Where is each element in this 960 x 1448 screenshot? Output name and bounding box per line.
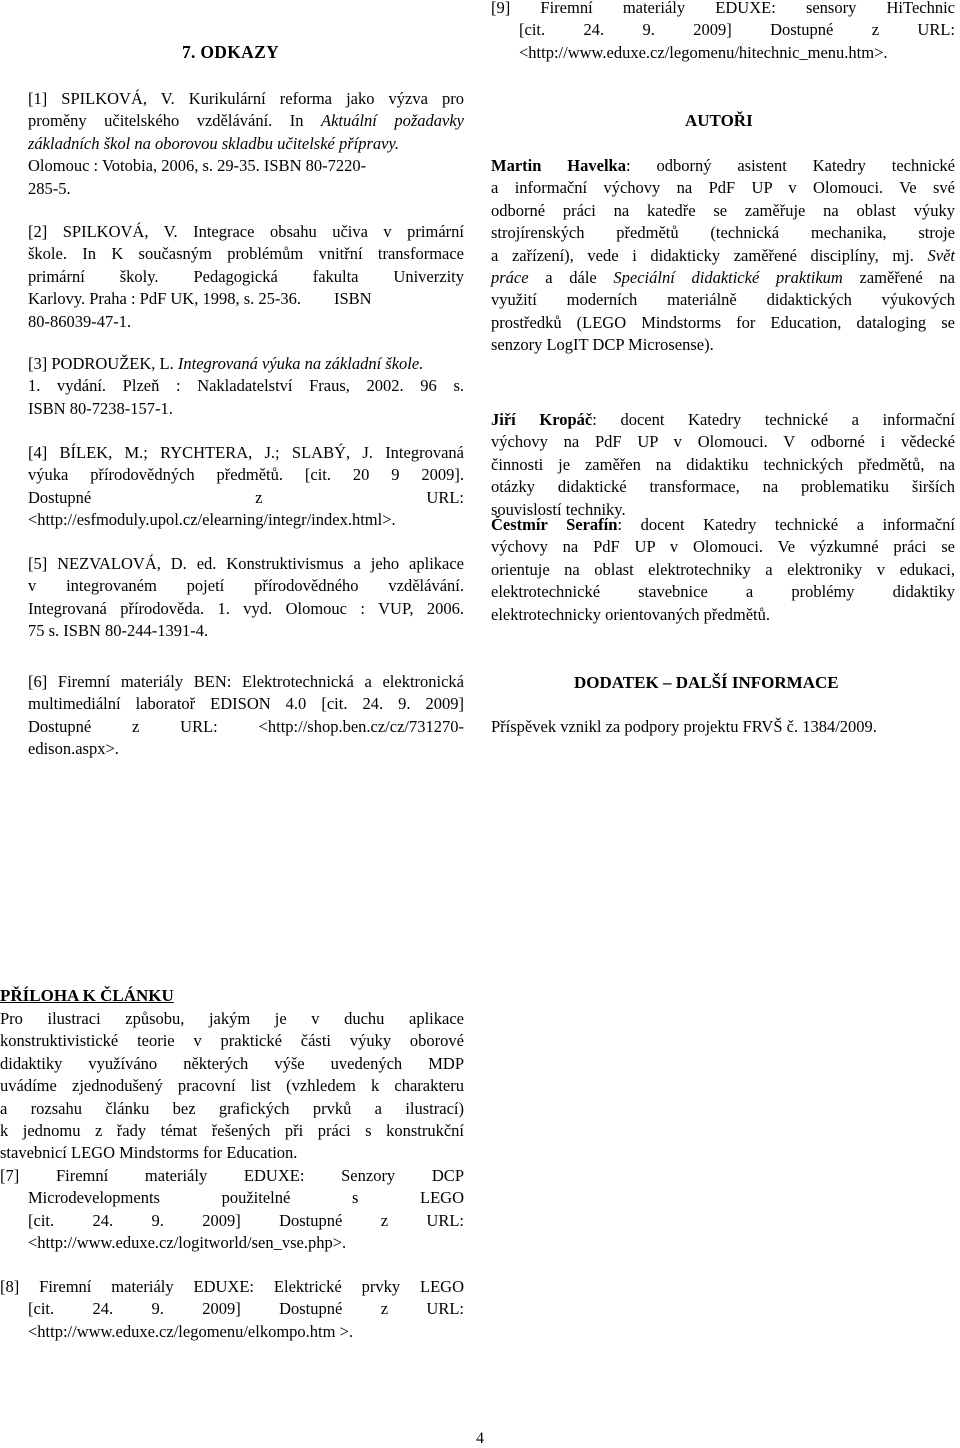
ref2-line1: [2] SPILKOVÁ, V. Integrace obsahu učiva v primární xyxy=(28,222,464,241)
ref4-line3: Dostupné z URL: xyxy=(28,487,464,507)
ref8-line3: <http://www.eduxe.cz/legomenu/elkompo.htm >. xyxy=(28,1321,354,1341)
author1-line6-italic-a: práce xyxy=(491,268,529,288)
author1-line1 xyxy=(491,155,955,177)
reference-2 xyxy=(28,221,464,333)
reference-9 xyxy=(491,0,955,64)
author1-line6 xyxy=(491,267,955,289)
author3-line2: výchovy na PdF UP v Olomouci. Ve výzkumné práci se xyxy=(491,537,955,557)
appendix-heading: PŘÍLOHA K ČLÁNKU xyxy=(0,986,174,1005)
author-kropac xyxy=(491,409,955,521)
appendix-line2: konstruktivistické teorie v praktické části výuky oborové xyxy=(0,1031,464,1051)
ref6-line1: [6] Firemní materiály BEN: Elektrotechnická a elektronická xyxy=(28,672,464,691)
ref1-line3: základních škol na oborovou skladbu učitelské přípravy. xyxy=(28,133,400,153)
author1-line3: odborné práci na katedře se zaměřuje na oblast výuky xyxy=(491,200,955,220)
ref3-author: [3] PODROUŽEK, L. xyxy=(28,354,178,373)
ref9-line3: <http://www.eduxe.cz/legomenu/hitechnic_menu.htm>. xyxy=(519,42,888,62)
ref4-line2: výuka přírodovědných předmětů. [cit. 20 9 2009]. xyxy=(28,465,464,485)
ref6-line2: multimediální laboratoř EDISON 4.0 [cit. 24. 9. 2009] xyxy=(28,694,464,714)
ref2-line4: Karlovy. Praha : PdF UK, 1998, s. 25-36. ISBN xyxy=(28,289,372,309)
ref6-line3: Dostupné z URL: <http://shop.ben.cz/cz/731270- xyxy=(28,716,464,736)
ref1-line2 xyxy=(28,110,464,132)
appendix-paragraph xyxy=(0,1008,464,1165)
author2-line1 xyxy=(491,409,955,431)
author3-name: Čestmír Serafín xyxy=(491,515,618,534)
ref1-line1: [1] SPILKOVÁ, V. Kurikulární reforma jako výzva pro xyxy=(28,89,464,108)
author3-line4: elektrotechnické stavebnice a problémy didaktiky xyxy=(491,582,955,602)
ref1-line4: Olomouc : Votobia, 2006, s. 29-35. ISBN 80-7220- xyxy=(28,156,367,176)
author3-line1 xyxy=(491,514,955,536)
author1-line6-text-a: a dále xyxy=(528,268,614,288)
reference-8 xyxy=(0,1276,464,1343)
ref7-line3: [cit. 24. 9. 2009] Dostupné z URL: xyxy=(28,1210,464,1230)
ref4-line4: <http://esfmoduly.upol.cz/elearning/integr/index.html>. xyxy=(28,510,396,530)
ref8-line1: [8] Firemní materiály EDUXE: Elektrické prvky LEGO xyxy=(0,1277,464,1296)
page-number: 4 xyxy=(476,1430,484,1447)
ref2-line5: 80-86039-47-1. xyxy=(28,311,132,331)
author1-line7: využití moderních materiálně didaktických výukových xyxy=(491,290,955,310)
ref7-line1: [7] Firemní materiály EDUXE: Senzory DCP xyxy=(0,1166,464,1185)
ref9-line1: [9] Firemní materiály EDUXE: sensory HiTechnic xyxy=(491,0,955,17)
author1-line2: a informační výchovy na PdF UP v Olomouci. Ve své xyxy=(491,178,955,198)
author3-line1-text: : docent Katedry technické a informační xyxy=(617,515,955,534)
author1-line6-italic-b: Speciální didaktické praktikum xyxy=(613,268,843,288)
author1-line4: strojírenských předmětů (technická mechanika, stroje xyxy=(491,223,955,243)
ref3-line2: 1. vydání. Plzeň : Nakladatelství Fraus, 2002. 96 s. xyxy=(28,376,464,396)
ref7-line4: <http://www.eduxe.cz/logitworld/sen_vse.php>. xyxy=(28,1233,347,1253)
ref6-line4: edison.aspx>. xyxy=(28,739,119,759)
appendix-line4: uvádíme zjednodušený pracovní list (vzhledem k charakteru xyxy=(0,1076,464,1096)
ref9-line2: [cit. 24. 9. 2009] Dostupné z URL: xyxy=(519,20,955,40)
author-havelka xyxy=(491,155,955,357)
author1-line1-text: : odborný asistent Katedry technické xyxy=(625,156,955,175)
ref1-line2-italic: Aktuální požadavky xyxy=(320,111,464,131)
reference-7 xyxy=(0,1165,464,1255)
ref5-line2: v integrovaném pojetí přírodovědného vzdělávání. xyxy=(28,576,464,596)
appendix-line1: Pro ilustraci způsobu, jakým je v duchu aplikace xyxy=(0,1009,464,1028)
author2-line1-text: : docent Katedry technické a informační xyxy=(592,410,955,429)
appendix-line5: a rozsahu článku bez grafických prvků a ilustrací) xyxy=(0,1098,464,1118)
author2-line4: otázky didaktické transformace, na problematiku širších xyxy=(491,477,955,497)
ref3-line3: ISBN 80-7238-157-1. xyxy=(28,398,173,418)
author2-name: Jiří Kropáč xyxy=(491,410,593,429)
section-heading-references: 7. ODKAZY xyxy=(182,42,280,62)
author-serafin xyxy=(491,514,955,626)
dodatek-text: Příspěvek vznikl za podpory projektu FRVŠ č. 1384/2009. xyxy=(491,717,877,736)
ref5-line3: Integrovaná přírodověda. 1. vyd. Olomouc : VUP, 2006. xyxy=(28,598,464,618)
author1-line5-text: a zařízení), vede i didakticky zaměřené disciplíny, mj. xyxy=(491,245,928,265)
reference-1 xyxy=(28,88,464,200)
reference-6 xyxy=(28,671,464,761)
ref3-title: Integrovaná výuka na základní škole. xyxy=(177,354,424,373)
ref1-line2-text: proměny učitelského vzdělávání. In xyxy=(28,111,321,131)
dodatek-heading: DODATEK – DALŠÍ INFORMACE xyxy=(574,673,839,692)
author1-name: Martin Havelka xyxy=(491,156,626,175)
ref1-line5: 285-5. xyxy=(28,178,71,198)
author2-line3: činnosti je zaměřen na didaktiku technických předmětů, na xyxy=(491,454,955,474)
ref5-line4: 75 s. ISBN 80-244-1391-4. xyxy=(28,621,209,641)
ref5-line1: [5] NEZVALOVÁ, D. ed. Konstruktivismus a jeho aplikace xyxy=(28,554,464,573)
reference-5 xyxy=(28,553,464,643)
author1-line9: senzory LogIT DCP Microsense). xyxy=(491,335,714,355)
appendix-line7: stavebnicí LEGO Mindstorms for Education. xyxy=(0,1143,298,1163)
ref3-line1 xyxy=(28,353,464,375)
author2-line2: výchovy na PdF UP v Olomouci. V odborné i vědecké xyxy=(491,432,955,452)
author1-line5 xyxy=(491,245,955,267)
appendix-line6: k jednomu z řady témat řešených při práci s konstrukční xyxy=(0,1121,464,1141)
ref2-line3: primární školy. Pedagogická fakulta Univerzity xyxy=(28,266,464,286)
ref7-line2: Microdevelopments použitelné s LEGO xyxy=(28,1188,464,1208)
author1-line5-italic: Svět xyxy=(927,245,955,265)
reference-4 xyxy=(28,442,464,532)
authors-heading: AUTOŘI xyxy=(685,111,753,130)
author1-line8: prostředků (LEGO Mindstorms for Education, dataloging se xyxy=(491,312,955,332)
author2-line5: souvislostí techniky. xyxy=(491,499,626,519)
author3-line5: elektrotechnicky orientovaných předmětů. xyxy=(491,604,771,624)
author3-line3: orientuje na oblast elektrotechniky a elektroniky v edukaci, xyxy=(491,559,955,579)
author1-line6-text-b: zaměřené na xyxy=(842,268,955,288)
appendix-line3: didaktiky využíváno některých výše uvedených MDP xyxy=(0,1053,464,1073)
ref4-line1: [4] BÍLEK, M.; RYCHTERA, J.; SLABÝ, J. Integrovaná xyxy=(28,443,464,462)
ref8-line2: [cit. 24. 9. 2009] Dostupné z URL: xyxy=(28,1299,464,1319)
ref2-line2: škole. In K současným problémům vnitřní transformace xyxy=(28,244,464,264)
reference-3 xyxy=(28,353,464,420)
